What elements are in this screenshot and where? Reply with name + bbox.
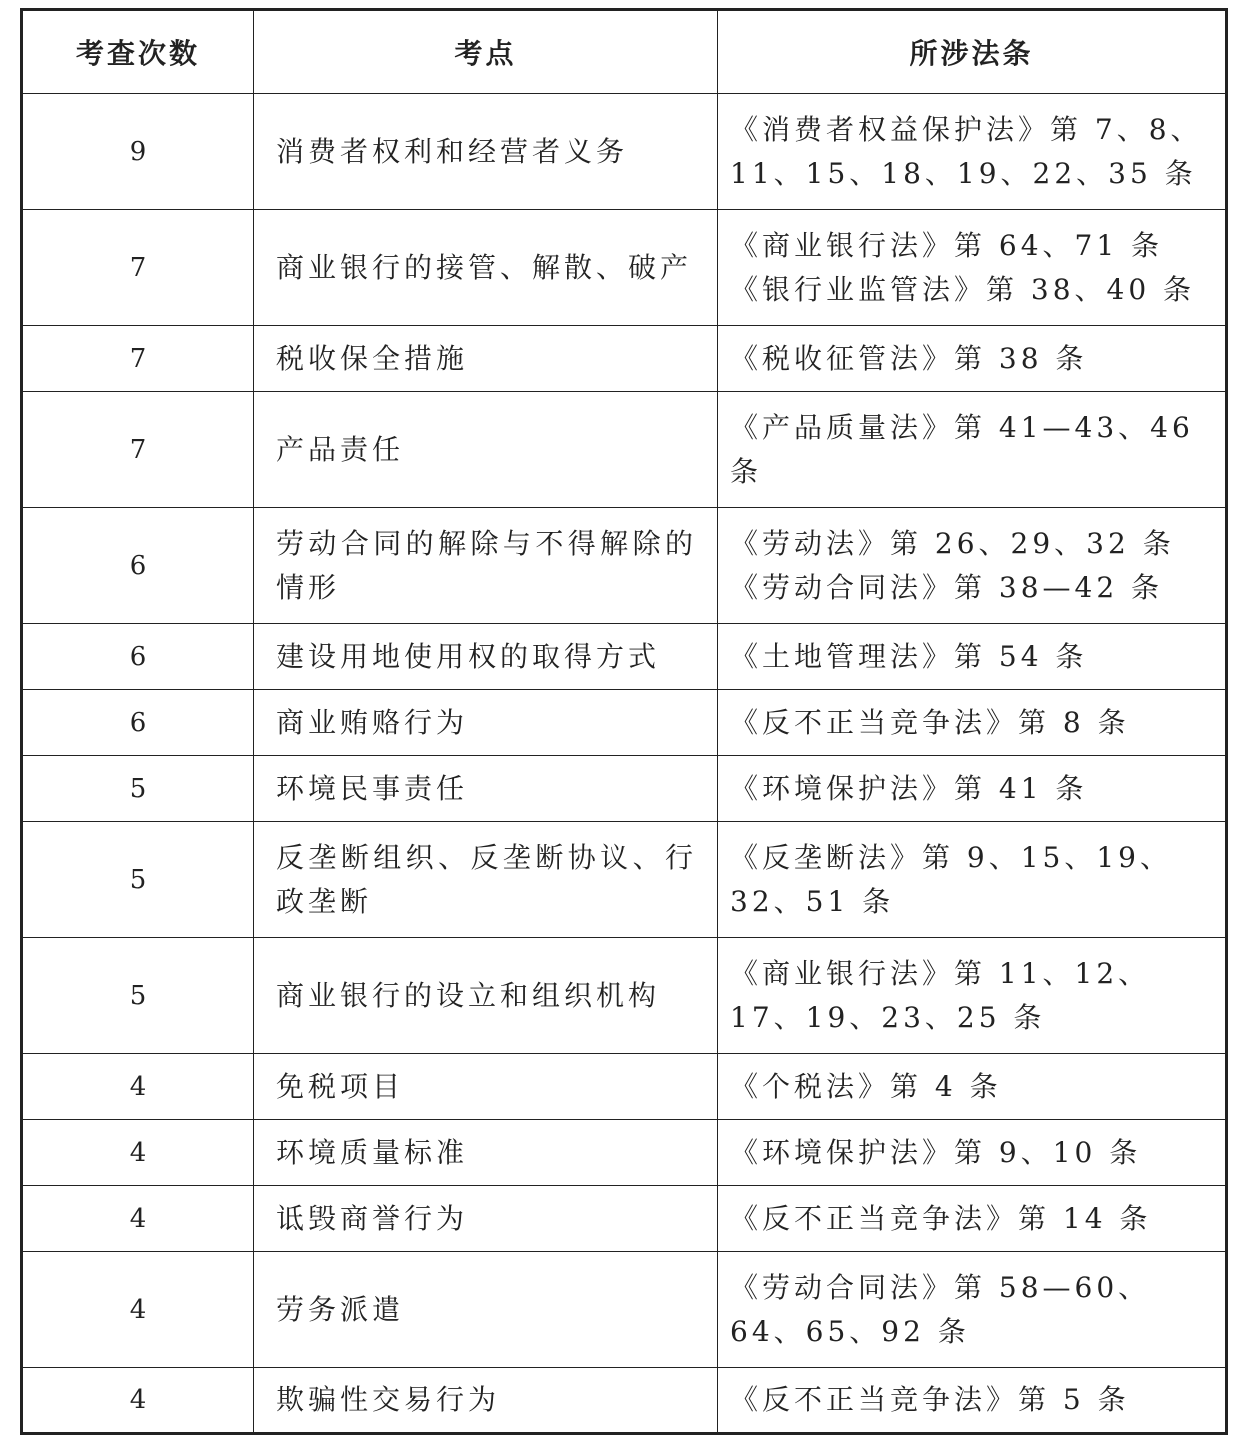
exam-point: 反垄断组织、反垄断协议、行政垄断 [254, 822, 718, 938]
table-row [22, 1054, 1227, 1120]
law-line: 《商业银行法》第 64、71 条 [730, 228, 1164, 262]
exam-point: 税收保全措施 [254, 326, 718, 392]
law-articles: 《环境保护法》第 9、10 条 [718, 1120, 1227, 1186]
exam-point: 建设用地使用权的取得方式 [254, 624, 718, 690]
exam-count: 4 [22, 1120, 254, 1186]
law-articles [718, 210, 1227, 326]
law-articles: 《土地管理法》第 54 条 [718, 624, 1227, 690]
exam-count: 7 [22, 392, 254, 508]
table-row [22, 1368, 1227, 1434]
header-row [22, 10, 1227, 94]
table-row [22, 1186, 1227, 1252]
exam-point: 环境质量标准 [254, 1120, 718, 1186]
table-row [22, 210, 1227, 326]
exam-count: 4 [22, 1054, 254, 1120]
header-law-articles: 所涉法条 [718, 10, 1227, 94]
law-line: 《银行业监管法》第 38、40 条 [730, 272, 1196, 306]
table-row [22, 508, 1227, 624]
exam-count: 5 [22, 756, 254, 822]
law-articles: 《环境保护法》第 41 条 [718, 756, 1227, 822]
table-row [22, 822, 1227, 938]
exam-count: 7 [22, 326, 254, 392]
exam-point: 免税项目 [254, 1054, 718, 1120]
exam-points-table [20, 8, 1228, 1435]
exam-count: 4 [22, 1252, 254, 1368]
law-line: 《劳动合同法》第 38—42 条 [730, 570, 1164, 604]
exam-point: 欺骗性交易行为 [254, 1368, 718, 1434]
exam-count: 5 [22, 822, 254, 938]
law-articles: 《产品质量法》第 41—43、46 条 [718, 392, 1227, 508]
table-row [22, 326, 1227, 392]
table-row [22, 690, 1227, 756]
table-row [22, 624, 1227, 690]
header-exam-count: 考查次数 [22, 10, 254, 94]
law-articles: 《反不正当竞争法》第 8 条 [718, 690, 1227, 756]
exam-count: 7 [22, 210, 254, 326]
exam-point: 环境民事责任 [254, 756, 718, 822]
exam-point: 消费者权利和经营者义务 [254, 94, 718, 210]
exam-point: 商业银行的设立和组织机构 [254, 938, 718, 1054]
law-articles: 《消费者权益保护法》第 7、8、11、15、18、19、22、35 条 [718, 94, 1227, 210]
exam-point: 商业银行的接管、解散、破产 [254, 210, 718, 326]
law-articles: 《反不正当竞争法》第 5 条 [718, 1368, 1227, 1434]
exam-count: 6 [22, 624, 254, 690]
law-articles: 《税收征管法》第 38 条 [718, 326, 1227, 392]
header-exam-point: 考点 [254, 10, 718, 94]
exam-count: 9 [22, 94, 254, 210]
table-row [22, 392, 1227, 508]
law-articles: 《反不正当竞争法》第 14 条 [718, 1186, 1227, 1252]
law-line: 《劳动法》第 26、29、32 条 [730, 526, 1175, 560]
table-row [22, 1120, 1227, 1186]
law-articles: 《商业银行法》第 11、12、17、19、23、25 条 [718, 938, 1227, 1054]
table-row [22, 94, 1227, 210]
exam-count: 4 [22, 1368, 254, 1434]
exam-count: 5 [22, 938, 254, 1054]
exam-point: 产品责任 [254, 392, 718, 508]
exam-point: 商业贿赂行为 [254, 690, 718, 756]
table-row [22, 756, 1227, 822]
exam-count: 6 [22, 690, 254, 756]
exam-count: 6 [22, 508, 254, 624]
law-articles: 《劳动合同法》第 58—60、64、65、92 条 [718, 1252, 1227, 1368]
law-articles: 《个税法》第 4 条 [718, 1054, 1227, 1120]
law-articles: 《反垄断法》第 9、15、19、32、51 条 [718, 822, 1227, 938]
exam-point: 劳动合同的解除与不得解除的情形 [254, 508, 718, 624]
table-row [22, 1252, 1227, 1368]
table-row [22, 938, 1227, 1054]
law-articles [718, 508, 1227, 624]
exam-count: 4 [22, 1186, 254, 1252]
exam-point: 诋毁商誉行为 [254, 1186, 718, 1252]
exam-point: 劳务派遣 [254, 1252, 718, 1368]
